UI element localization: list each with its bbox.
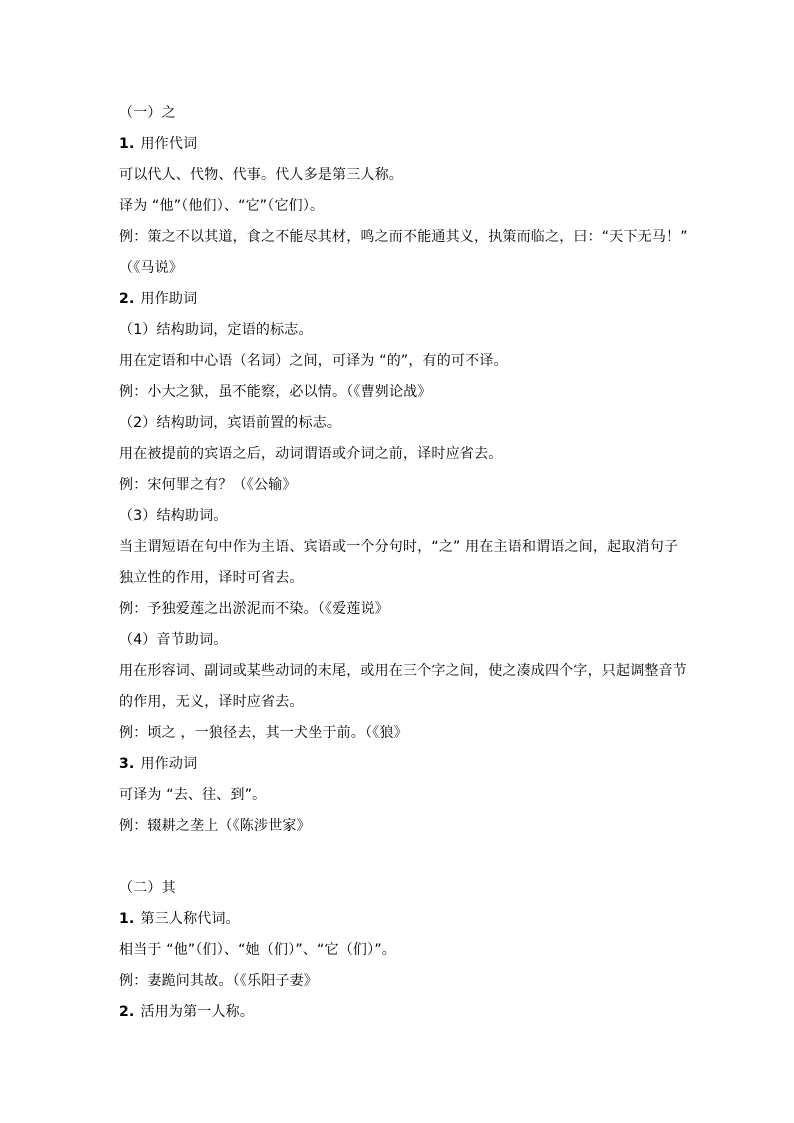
item-text: 活用为第一人称。 [140, 1004, 255, 1020]
sub-heading: （1）结构助词，定语的标志。 [119, 322, 313, 338]
example-line: 例：顷之 ，一狼径去，其一犬坐于前。（《狼》 [119, 725, 408, 741]
section-heading: （一）之 [119, 105, 176, 121]
numbered-item [119, 288, 699, 319]
paragraph-line: 用在定语和中心语（名词）之间，可译为 “的”，有的可不译。 [119, 353, 508, 369]
item-number: 2. [119, 291, 135, 307]
paragraph-line: 译为 “他”（他们）、“它”（它们）。 [119, 198, 325, 214]
numbered-item [119, 908, 699, 939]
item-text: 用作动词 [140, 756, 198, 772]
item-text: 第三人称代词。 [140, 911, 240, 927]
item-number: 1. [119, 136, 135, 152]
item-text: 用作助词 [140, 291, 198, 307]
source-line: （《马说》 [119, 260, 183, 276]
numbered-item [119, 133, 699, 164]
example-line: 例：辍耕之垄上（《陈涉世家》 [119, 818, 311, 834]
numbered-item [119, 753, 699, 784]
example-line: 例：小大之狱，虽不能察，必以情。（《曹刿论战》 [119, 384, 432, 400]
paragraph-line: 用在被提前的宾语之后，动词谓语或介词之前，译时应省去。 [119, 446, 503, 462]
sub-heading: （3）结构助词。 [119, 508, 228, 524]
paragraph-line: 当主谓短语在句中作为主语、宾语或一个分句时，“之” 用在主语和谓语之间，起取消句子 [119, 539, 679, 555]
item-number: 1. [119, 911, 135, 927]
example-line: 例：宋何罪之有？（《公输》 [119, 477, 297, 493]
numbered-item [119, 1001, 699, 1032]
sub-heading: （2）结构助词，宾语前置的标志。 [119, 415, 342, 431]
paragraph-line: 可以代人、代物、代事。代人多是第三人称。 [119, 167, 403, 183]
section-spacer [119, 846, 699, 877]
sub-heading: （4）音节助词。 [119, 632, 228, 648]
paragraph-line: 可译为 “去、往、到”。 [119, 787, 267, 803]
paragraph-line: 用在形容词、副词或某些动词的末尾，或用在三个字之间，使之凑成四个字，只起调整音节 [119, 663, 687, 679]
document-content [119, 102, 699, 1032]
item-number: 2. [119, 1004, 135, 1020]
paragraph-line: 独立性的作用，译时可省去。 [119, 570, 304, 586]
paragraph-line: 的作用，无义，译时应省去。 [119, 694, 304, 710]
item-text: 用作代词 [140, 136, 198, 152]
example-line: 例：予独爱莲之出淤泥而不染。（《爱莲说》 [119, 601, 389, 617]
example-line: 例：妻跪问其故。（《乐阳子妻》 [119, 973, 318, 989]
item-number: 3. [119, 756, 135, 772]
example-line: 例：策之不以其道，食之不能尽其材，鸣之而不能通其义，执策而临之，曰：“天下无马！” [119, 229, 688, 245]
section-heading: （二）其 [119, 880, 176, 896]
paragraph-line: 相当于 “他”（们）、“她（们）”、“它（们）”。 [119, 942, 396, 958]
